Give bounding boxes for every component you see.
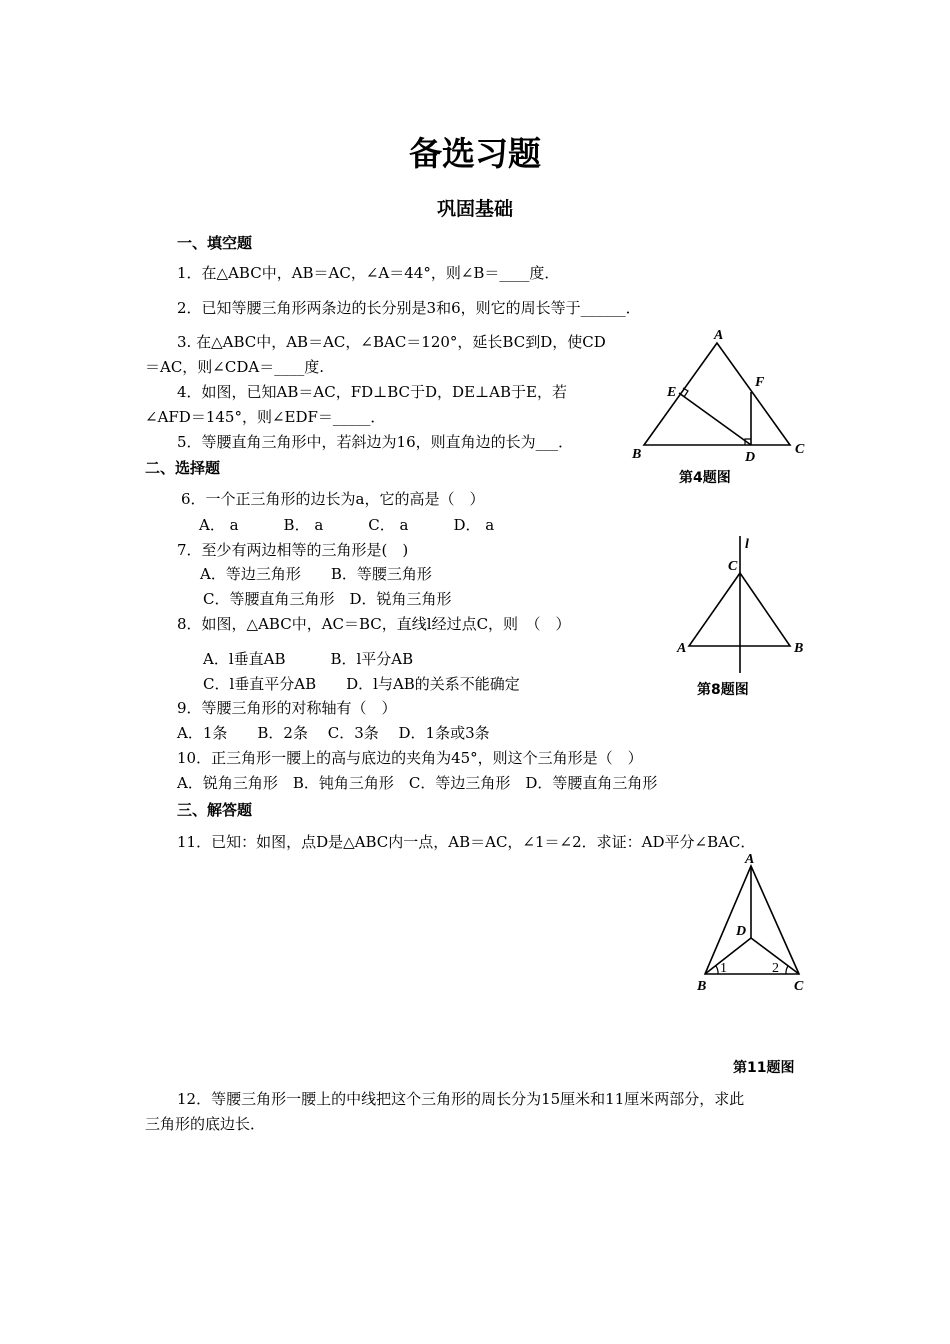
fig4-label-f: F [755, 375, 765, 390]
fig8-label-l: l [745, 537, 749, 552]
question-6-options: A． a B． a C． a D． a [199, 516, 495, 534]
question-6: 6．一个正三角形的边长为a，它的高是（ ） [181, 490, 485, 508]
question-7-options-1: A．等边三角形 B．等腰三角形 [200, 565, 432, 583]
fig4-label-c: C [795, 442, 805, 457]
question-3-line1: 3. 在△ABC中，AB＝AC，∠BAC＝120°，延长BC到D，使CD [177, 333, 606, 351]
section-answer-heading: 三、解答题 [177, 801, 253, 819]
question-9-options: A．1条 B．2条 C．3条 D．1条或3条 [177, 724, 490, 742]
question-12-line1: 12．等腰三角形一腰上的中线把这个三角形的周长分为15厘米和11厘米两部分，求此 [177, 1090, 745, 1108]
question-7: 7．至少有两边相等的三角形是( ) [177, 541, 409, 559]
fig4-label-b: B [632, 447, 642, 462]
question-3-line2: ＝AC，则∠CDA＝____度. [145, 358, 324, 376]
page-subtitle: 巩固基础 [436, 198, 513, 220]
figure-4-caption: 第4题图 [679, 470, 731, 486]
fig11-angle-1-arc [716, 966, 718, 974]
section-fill-heading: 一、填空题 [177, 234, 253, 252]
question-9: 9．等腰三角形的对称轴有（ ） [177, 699, 397, 717]
question-5: 5．等腰直角三角形中，若斜边为16，则直角边的长为___． [177, 433, 574, 451]
question-4-line2: ∠AFD＝145°，则∠EDF＝_____． [145, 408, 386, 426]
question-11: 11．已知：如图，点D是△ABC内一点，AB＝AC，∠1＝∠2．求证：AD平分∠BAC． [177, 833, 756, 851]
question-8-options-1: A．l垂直AB B．l平分AB [203, 650, 414, 668]
fig8-label-c: C [728, 559, 738, 574]
fig11-label-2: 2 [772, 961, 779, 976]
question-8-options-2: C．l垂直平分AB D．l与AB的关系不能确定 [203, 675, 520, 693]
fig4-label-a: A [714, 328, 724, 343]
question-2: 2．已知等腰三角形两条边的长分别是3和6，则它的周长等于______． [177, 299, 641, 317]
fig11-triangle-abc [705, 866, 799, 974]
question-10: 10．正三角形一腰上的高与底边的夹角为45°，则这个三角形是（ ） [177, 749, 643, 767]
fig11-label-c: C [794, 979, 804, 994]
fig11-label-a: A [745, 852, 755, 867]
question-12-line2: 三角形的底边长． [145, 1115, 266, 1133]
question-4-line1: 4．如图，已知AB＝AC，FD⊥BC于D，DE⊥AB于E，若 [177, 383, 567, 401]
fig11-label-1: 1 [720, 961, 727, 976]
fig4-label-d: D [745, 450, 756, 465]
question-7-options-2: C．等腰直角三角形 D．锐角三角形 [203, 590, 452, 608]
fig4-label-e: E [667, 385, 677, 400]
fig11-angle-2-arc [786, 966, 788, 974]
figure-11-caption: 第11题图 [733, 1060, 795, 1076]
question-10-options: A．锐角三角形 B．钝角三角形 C．等边三角形 D．等腰直角三角形 [177, 774, 658, 792]
figure-8-caption: 第8题图 [697, 682, 749, 698]
question-8: 8．如图，△ABC中，AC＝BC，直线l经过点C，则 （ ） [177, 615, 571, 633]
fig8-label-b: B [794, 641, 804, 656]
fig11-label-d: D [736, 924, 747, 939]
page-title: 备选习题 [409, 134, 541, 173]
section-choice-heading: 二、选择题 [145, 459, 221, 477]
fig11-label-b: B [697, 979, 707, 994]
question-1: 1．在△ABC中，AB＝AC，∠A＝44°，则∠B＝____度． [177, 264, 560, 282]
fig8-label-a: A [677, 641, 687, 656]
